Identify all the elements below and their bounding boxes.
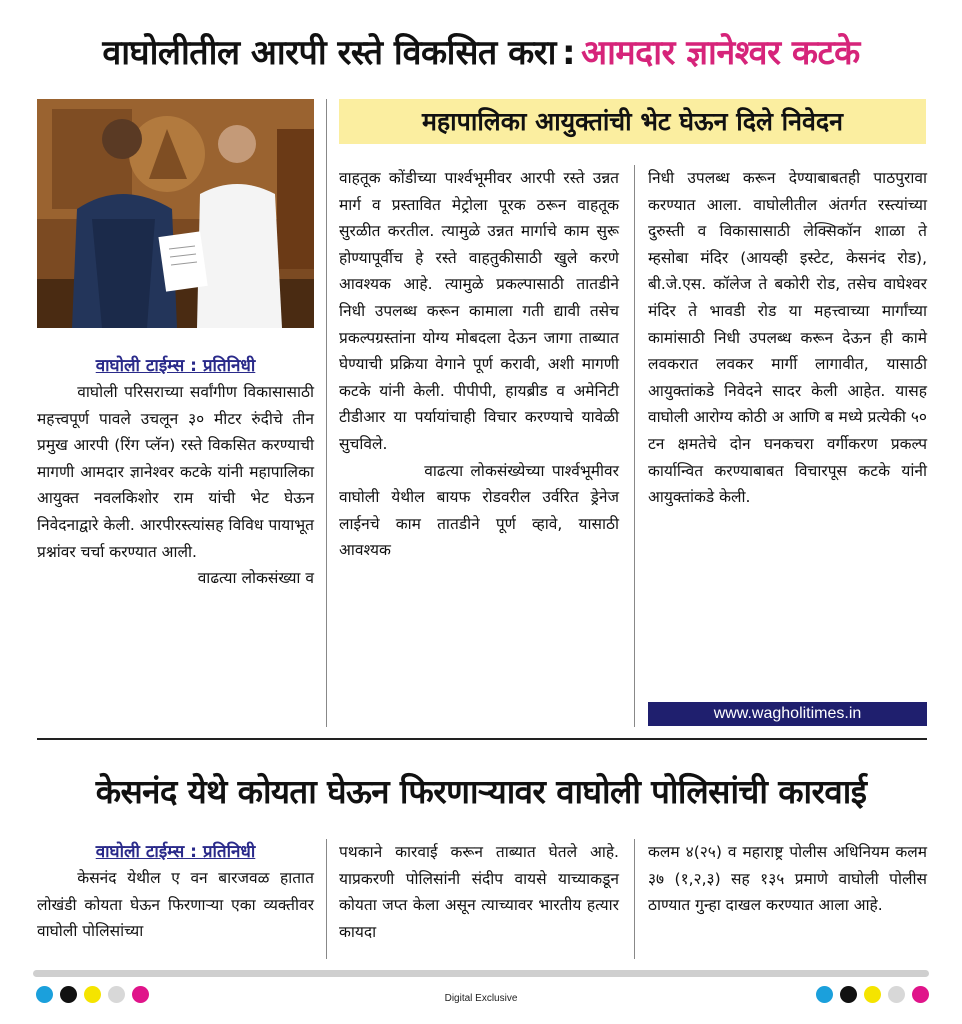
photo-illustration xyxy=(37,99,314,328)
article1-headline xyxy=(0,28,962,74)
registration-dot xyxy=(840,986,857,1003)
article1-column-3 xyxy=(648,165,927,511)
article2-col3-text: कलम ४(२५) व महाराष्ट्र पोलीस अधिनियम कलम ३७ (१,२,३) सह १३५ प्रमाणे वाघोली पोलीस ठाण्यात गुन्हा दाखल करण्यात आला आहे. xyxy=(648,843,927,915)
headline-main: वाघोलीतील आरपी रस्ते विकसित करा xyxy=(102,33,556,73)
article2-col1-text: केसनंद येथील ए वन बारजवळ हातात लोखंडी कोयता घेऊन फिरणाऱ्या एका व्यक्तीवर वाघोली पोलिसांच्या xyxy=(37,869,314,941)
registration-dot xyxy=(912,986,929,1003)
article2-col2-text: पथकाने कारवाई करून ताब्यात घेतले आहे. याप्रकरणी पोलिसांनी संदीप वायसे याच्याकडून कोयता जप्त केला असून त्याच्यावर भारतीय हत्यार कायदा xyxy=(339,843,619,941)
article1-subheadline: महापालिका आयुक्तांची भेट घेऊन दिले निवेदन xyxy=(339,99,926,144)
headline-separator: : xyxy=(561,33,576,73)
article2-headline: केसनंद येथे कोयता घेऊन फिरणाऱ्यावर वाघोली पोलिसांची कारवाई xyxy=(95,772,867,811)
section-divider xyxy=(37,738,927,740)
footer-label: Digital Exclusive xyxy=(444,993,518,1004)
registration-dot xyxy=(864,986,881,1003)
news-photo xyxy=(37,99,314,328)
website-banner[interactable]: www.wagholitimes.in xyxy=(648,702,927,726)
article2-column-3 xyxy=(648,839,927,919)
article2-byline: वाघोली टाईम्स : प्रतिनिधी xyxy=(95,842,256,862)
column-divider xyxy=(634,839,635,959)
footer-bar xyxy=(33,970,929,977)
article1-column-1 xyxy=(37,353,314,592)
registration-dot xyxy=(888,986,905,1003)
article1-byline: वाघोली टाईम्स : प्रतिनिधी xyxy=(95,356,256,376)
registration-marks-right xyxy=(816,986,929,1003)
article2-column-1 xyxy=(37,839,314,945)
column-divider xyxy=(326,839,327,959)
article1-column-2 xyxy=(339,165,619,564)
registration-dot xyxy=(816,986,833,1003)
article1-col1-paragraph-2: वाढत्या लोकसंख्या व xyxy=(197,569,314,588)
column-divider xyxy=(634,165,635,727)
article1-col3-paragraph-1: निधी उपलब्ध करून देण्याबाबतही पाठपुरावा करण्यात आला. वाघोलीतील अंतर्गत रस्त्यांच्या दुरुस्ती व विकासासाठी लेक्सिकॉन शाळा ते म्हसोबा मंदिर (आयव्ही इस्टेट, केसनंद रोड), बी.जे.एस. कॉलेज ते बकोरी रोड, तसेच वाघेश्वर मंदिर ते भावडी रोड या महत्त्वाच्या मार्गांच्या कामांसाठी निधी उपलब्ध करून देऊन ही कामे लवकरात लवकर मार्गी लागावीत, यासाठी आयुक्तांकडे निवेदने सादर केली आहेत. यासह वाघोली आरोग्य कोठी अ आणि ब मध्ये प्रत्येकी ५० टन क्षमतेचे दोन घनकचरा वर्गीकरण प्रकल्प कार्यान्वित करण्याबाबत विचारपूस कटके यांनी आयुक्तांकडे केली. xyxy=(648,169,927,507)
article2-column-2 xyxy=(339,839,619,945)
headline-name: आमदार ज्ञानेश्वर कटके xyxy=(581,33,860,73)
column-divider xyxy=(326,99,327,727)
article1-col2-paragraph-2: वाढत्या लोकसंख्येच्या पार्श्वभूमीवर वाघोली येथील बायफ रोडवरील उर्वरित ड्रेनेज लाईनचे काम तातडीने पूर्ण व्हावे, यासाठी आवश्यक xyxy=(339,461,619,560)
article1-col1-paragraph-1: वाघोली परिसराच्या सर्वांगीण विकासासाठी महत्त्वपूर्ण पावले उचलून ३० मीटर रुंदीचे तीन प्रमुख आरपी (रिंग प्लॅन) रस्ते विकसित करण्याची मागणी आमदार ज्ञानेश्वर कटके यांनी महापालिका आयुक्त नवलकिशोर राम यांची भेट घेऊन निवेदनाद्वारे केली. आरपीरस्त्यांसह विविध पायाभूत प्रश्नांवर चर्चा करण्यात आली. xyxy=(37,383,314,561)
article1-col2-paragraph-1: वाहतूक कोंडीच्या पार्श्वभूमीवर आरपी रस्ते उन्नत मार्ग व प्रस्तावित मेट्रोला पूरक ठरून वाहतूक सुरळीत करतील. त्यामुळे उन्नत मार्गाचे काम सुरू होण्यापूर्वीच हे रस्ते वाहतुकीसाठी खुले करणे आवश्यक आहे. त्यामुळे प्रकल्पासाठी तातडीने निधी उपलब्ध करून कामाला गती द्यावी तसेच प्रकल्पग्रस्तांना योग्य मोबदला देऊन जागा ताब्यात घेण्याची प्रक्रिया वेगाने पूर्ण करावी, अशी मागणी कटके यांनी केली. पीपीपी, हायब्रीड व अमेनिटी टीडीआर या पर्यायांचाही विचार करण्याचे यावेळी सुचविले. xyxy=(339,169,619,453)
